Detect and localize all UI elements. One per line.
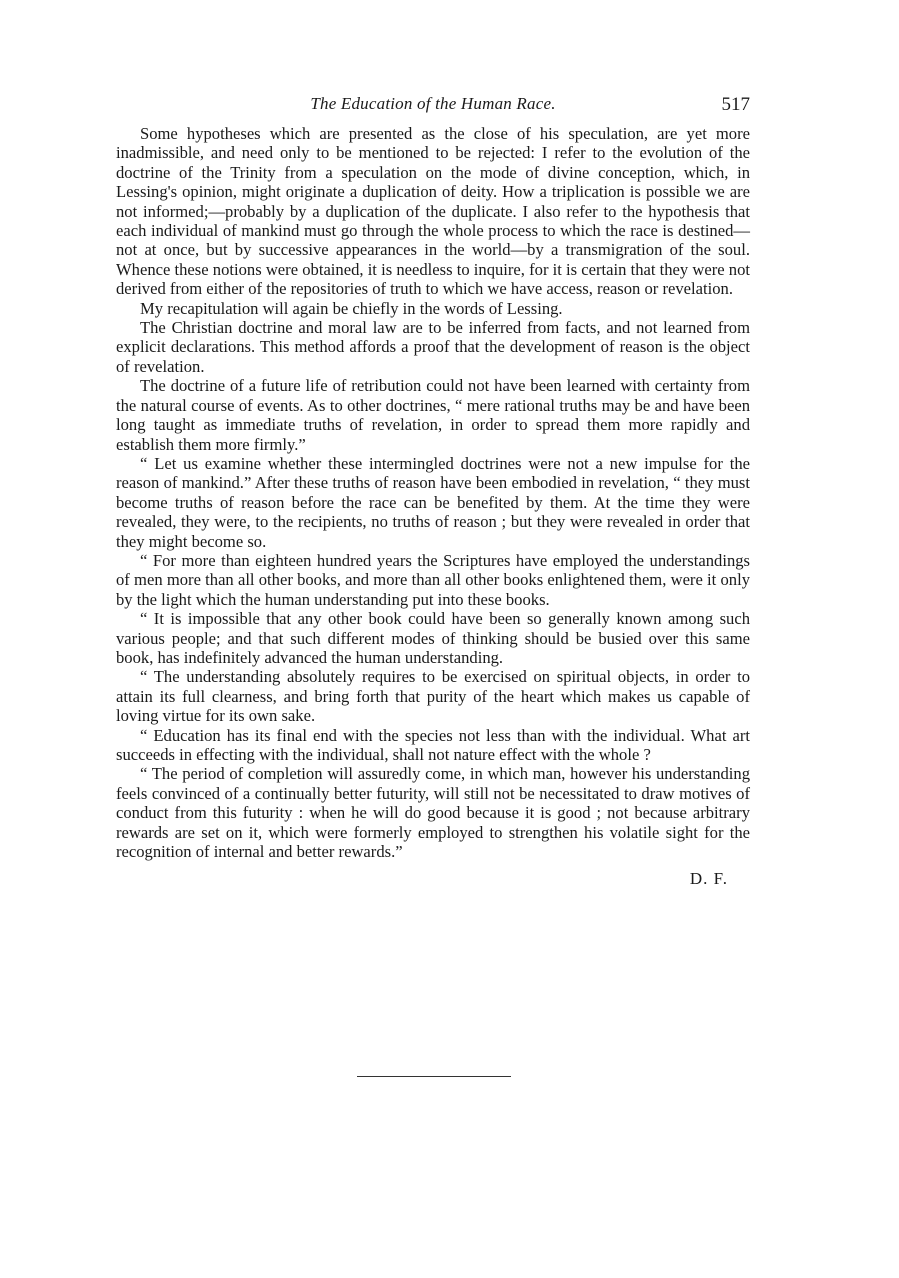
paragraph: My recapitulation will again be chiefly in the words of Lessing. [140, 298, 563, 318]
page-number: 517 [721, 94, 750, 115]
paragraph: Some hypotheses which are presented as the close of his speculation, are yet more inadmissible, and need only to be mentioned to be rejected: I refer to the evolution of the doctrine of the Trinity from a speculation on the mode of divine conception, which, in Lessing's opinion, might originate a duplication of deity. How a triplication is possible we are not informed;—probably by a duplication of the duplicate. I also refer to the hypothesis that each individual of mankind must go through the whole process to which the race is destined—not at once, but by successive appearances in the world—by a transmigration of the soul. Whence these notions were obtained, it is needless to inquire, for it is certain that they were not derived from either of the repositories of truth to which we have access, reason or revelation. [116, 124, 750, 299]
paragraph: “ The period of completion will assuredly come, in which man, however his understanding feels convinced of a continually better futurity, will still not be necessitated to draw motives of conduct from this futurity : when he will do good because it is good ; not because arbitrary rewards are set on it, which were formerly employed to strengthen his volatile sight for the recognition of internal and better rewards.” [116, 764, 750, 862]
running-head [116, 94, 750, 118]
paragraph: The doctrine of a future life of retribution could not have been learned with certainty from the natural course of events. As to other doctrines, “ mere rational truths may be and have been long taught as immediate truths of revelation, in order to spread them more rapidly and establish them more firmly.” [116, 376, 750, 454]
running-title: The Education of the Human Race. [310, 94, 556, 113]
paragraph: “ Let us examine whether these intermingled doctrines were not a new impulse for the reason of mankind.” After these truths of reason have been embodied in revelation, “ they must become truths of reason before the race can be benefited by them. At the time they were revealed, they were, to the recipients, no truths of reason ; but they were revealed in order that they might become so. [116, 453, 750, 551]
paragraph: “ Education has its final end with the species not less than with the individual. What art succeeds in effecting with the individual, shall not nature effect with the whole ? [116, 725, 750, 764]
author-signature: D. F. [689, 869, 728, 889]
article-body [116, 124, 750, 861]
book-page [116, 94, 750, 889]
paragraph: “ The understanding absolutely requires to be exercised on spiritual objects, in order to attain its full clearness, and bring forth that purity of the heart which makes us capable of loving virtue for its own sake. [116, 667, 750, 726]
paragraph: The Christian doctrine and moral law are to be inferred from facts, and not learned from explicit declarations. This method affords a proof that the development of reason is the object of revelation. [116, 318, 750, 376]
end-rule-divider [357, 1076, 511, 1077]
paragraph: “ For more than eighteen hundred years the Scriptures have employed the understandings of men more than all other books, and more than all other books enlightened them, were it only by the light which the human understanding put into these books. [116, 550, 750, 609]
paragraph: “ It is impossible that any other book could have been so generally known among such various people; and that such different modes of thinking should be busied over this same book, has indefinitely advanced the human understanding. [116, 609, 750, 667]
